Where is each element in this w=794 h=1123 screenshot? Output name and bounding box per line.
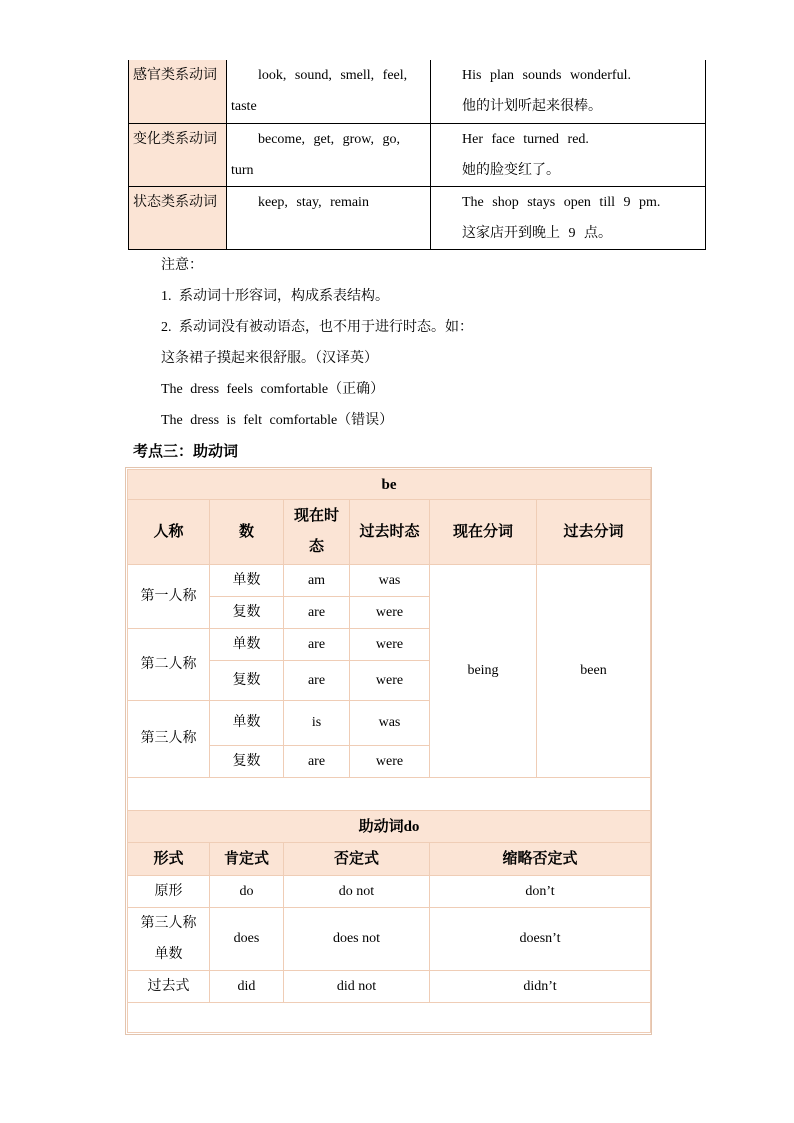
table-title-row xyxy=(128,811,651,843)
present-cell: are xyxy=(284,629,350,661)
present-cell: am xyxy=(284,565,350,597)
past-cell: were xyxy=(350,597,430,629)
present-cell: is xyxy=(284,701,350,746)
present-participle-cell: being xyxy=(430,565,537,778)
past-cell: was xyxy=(350,701,430,746)
contracted-cell: don’t xyxy=(430,876,651,908)
affirmative-cell: does xyxy=(210,908,284,971)
category-cell: 状态类系动词 xyxy=(129,186,227,249)
header-number: 数 xyxy=(210,500,284,565)
note-line: 1. 系动词十形容词，构成系表结构。 xyxy=(161,289,389,304)
contracted-cell: doesn’t xyxy=(430,908,651,971)
header-person: 人称 xyxy=(128,500,210,565)
negative-cell: does not xyxy=(284,908,430,971)
header-affirmative: 肯定式 xyxy=(210,843,284,876)
number-cell: 单数 xyxy=(210,701,284,746)
table-row xyxy=(129,186,706,249)
present-cell: are xyxy=(284,746,350,778)
header-form: 形式 xyxy=(128,843,210,876)
note-line: 这条裙子摸起来很舒服。（汉译英） xyxy=(161,351,378,366)
past-cell: were xyxy=(350,629,430,661)
verbs-cell xyxy=(227,186,431,249)
notes-block xyxy=(161,250,473,436)
empty-cell xyxy=(128,1003,651,1033)
header-negative: 否定式 xyxy=(284,843,430,876)
number-cell: 单数 xyxy=(210,565,284,597)
negative-cell: do not xyxy=(284,876,430,908)
past-cell: were xyxy=(350,746,430,778)
category-cell: 感官类系动词 xyxy=(129,60,227,123)
category-cell: 变化类系动词 xyxy=(129,123,227,186)
past-participle-cell: been xyxy=(537,565,651,778)
do-table-title: 助动词do xyxy=(128,811,651,843)
header-present-tense: 现在时态 xyxy=(284,500,350,565)
person-cell: 第二人称 xyxy=(128,629,210,701)
table-header-row xyxy=(128,500,651,565)
empty-row xyxy=(128,778,651,811)
table-row xyxy=(128,565,651,597)
be-table-title: be xyxy=(128,470,651,500)
note-line: 2. 系动词没有被动语态，也不用于进行时态。如： xyxy=(161,320,473,335)
table-row xyxy=(128,908,651,971)
verbs-text: look, sound, smell, feel, taste xyxy=(231,68,408,114)
example-english: His plan sounds wonderful. xyxy=(462,68,631,83)
number-cell: 单数 xyxy=(210,629,284,661)
past-cell: was xyxy=(350,565,430,597)
verbs-text: become, get, grow, go, turn xyxy=(231,131,400,178)
form-cell: 原形 xyxy=(128,876,210,908)
table-row xyxy=(129,60,706,123)
number-cell: 复数 xyxy=(210,597,284,629)
header-present-participle: 现在分词 xyxy=(430,500,537,565)
form-cell: 过去式 xyxy=(128,971,210,1003)
header-past-participle: 过去分词 xyxy=(537,500,651,565)
present-cell: are xyxy=(284,661,350,701)
contracted-cell: didn’t xyxy=(430,971,651,1003)
table-row xyxy=(128,971,651,1003)
table-row xyxy=(129,123,706,186)
example-english: The shop stays open till 9 pm. xyxy=(462,194,661,210)
auxiliary-table-frame xyxy=(125,467,652,1035)
table-row xyxy=(128,876,651,908)
table-title-row xyxy=(128,470,651,500)
note-line: The dress feels comfortable（正确） xyxy=(161,382,385,397)
affirmative-cell: did xyxy=(210,971,284,1003)
table-header-row xyxy=(128,843,651,876)
person-cell: 第三人称 xyxy=(128,701,210,778)
person-cell: 第一人称 xyxy=(128,565,210,629)
example-cell xyxy=(431,60,706,123)
notes-heading: 注意： xyxy=(161,258,203,273)
header-past-tense: 过去时态 xyxy=(350,500,430,565)
negative-cell: did not xyxy=(284,971,430,1003)
example-chinese: 她的脸变红了。 xyxy=(462,162,560,178)
header-contracted-negative: 缩略否定式 xyxy=(430,843,651,876)
form-cell: 第三人称单数 xyxy=(128,908,210,971)
example-chinese: 这家店开到晚上 9 点。 xyxy=(462,225,612,241)
verbs-text: keep, stay, remain xyxy=(258,194,369,210)
past-cell: were xyxy=(350,661,430,701)
example-chinese: 他的计划听起来很棒。 xyxy=(462,99,602,114)
empty-row xyxy=(128,1003,651,1033)
number-cell: 复数 xyxy=(210,746,284,778)
note-line: The dress is felt comfortable（错误） xyxy=(161,413,394,428)
section-title: 考点三：助动词 xyxy=(133,444,239,460)
verbs-cell xyxy=(227,123,431,186)
auxiliary-verbs-table xyxy=(127,469,651,1033)
verbs-cell xyxy=(227,60,431,123)
example-cell xyxy=(431,186,706,249)
present-cell: are xyxy=(284,597,350,629)
number-cell: 复数 xyxy=(210,661,284,701)
affirmative-cell: do xyxy=(210,876,284,908)
example-cell xyxy=(431,123,706,186)
empty-cell xyxy=(128,778,651,811)
example-english: Her face turned red. xyxy=(462,131,589,147)
linking-verbs-table xyxy=(128,60,706,250)
